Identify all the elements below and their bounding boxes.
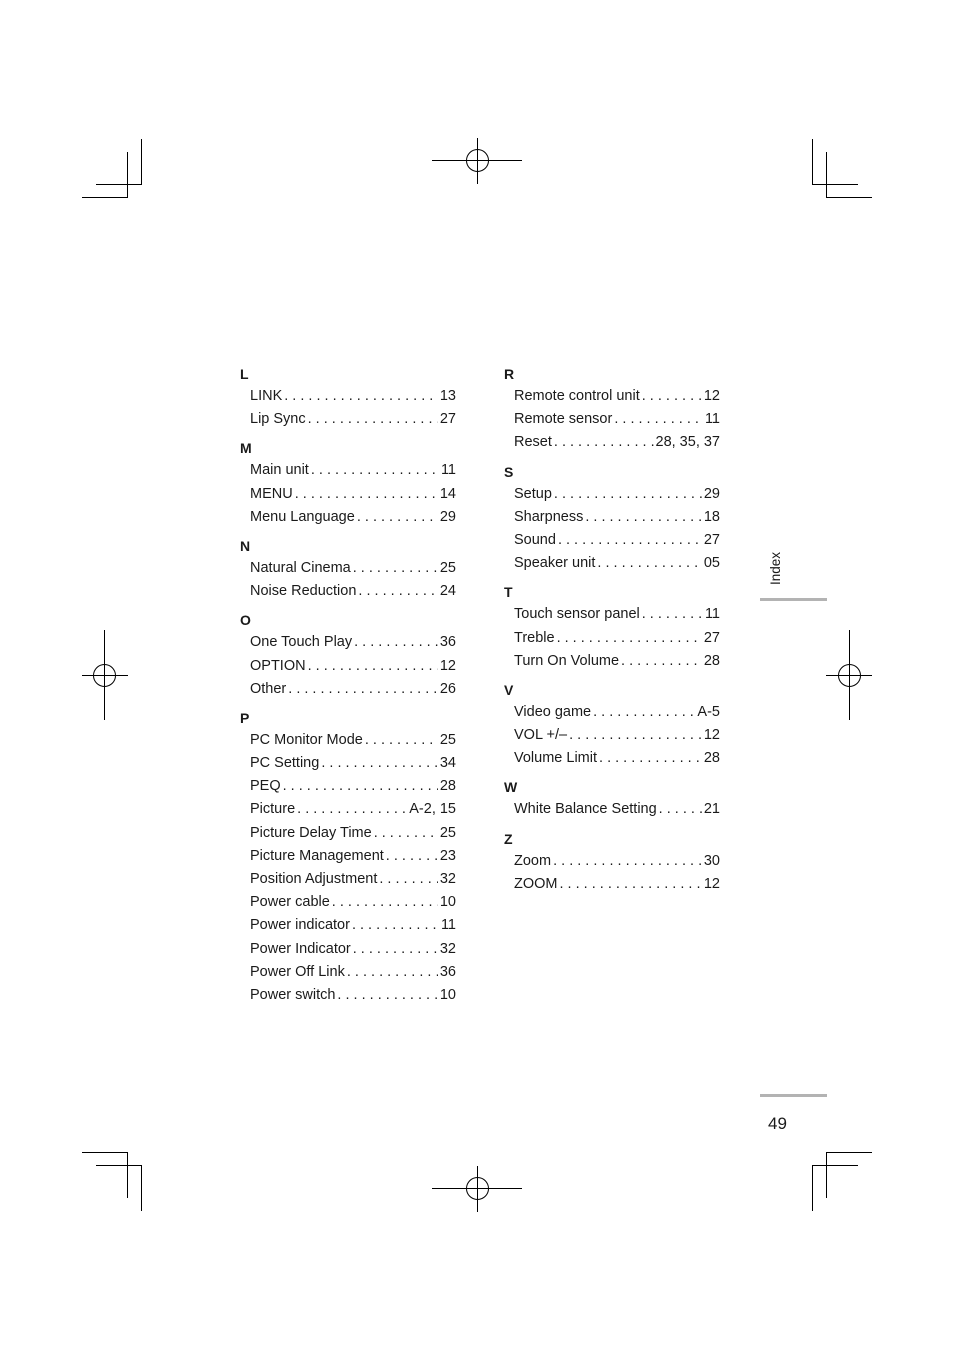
index-entry [240, 961, 456, 984]
dot-leader [288, 678, 438, 701]
dot-leader [353, 938, 438, 961]
dot-leader [337, 984, 437, 1007]
dot-leader [347, 961, 438, 984]
index-letter-heading: N [240, 537, 251, 554]
page-number: 49 [768, 1114, 787, 1133]
dot-leader [358, 580, 437, 603]
index-entry [240, 557, 456, 580]
index-page-ref: 24 [439, 583, 456, 600]
index-page-ref: 36 [439, 634, 456, 651]
index-term: Menu Language [250, 508, 355, 525]
dot-leader [621, 650, 702, 673]
index-term: Remote sensor [514, 411, 613, 428]
index-term: Volume Limit [514, 750, 598, 767]
dot-leader [357, 506, 438, 529]
index-entry [504, 627, 720, 650]
index-entry [240, 891, 456, 914]
index-section-t [504, 582, 720, 673]
index-page-ref: 23 [439, 847, 456, 864]
index-page-ref: A-2, 15 [409, 801, 456, 818]
dot-leader [308, 408, 438, 431]
dot-leader [311, 459, 439, 482]
index-page-ref: 28 [703, 652, 720, 669]
index-letter-heading: W [504, 779, 518, 796]
index-page-ref: 18 [703, 508, 720, 525]
index-page-ref: 05 [703, 555, 720, 572]
page-number-divider [760, 1094, 827, 1097]
index-term: Natural Cinema [250, 559, 351, 576]
index-term: Picture [250, 801, 296, 818]
index-term: Setup [514, 485, 552, 502]
index-page-ref: 26 [439, 680, 456, 697]
index-term: One Touch Play [250, 634, 353, 651]
index-term: Touch sensor panel [514, 606, 640, 623]
dot-leader [557, 627, 702, 650]
index-entry [240, 729, 456, 752]
index-entry [240, 752, 456, 775]
section-tab-label: Index [768, 551, 784, 585]
index-section-w [504, 777, 720, 821]
dot-leader [374, 822, 438, 845]
index-section-r [504, 364, 720, 455]
dot-leader [353, 557, 438, 580]
dot-leader [283, 775, 438, 798]
index-term: Power switch [250, 986, 336, 1003]
index-page-ref: 11 [704, 606, 720, 623]
dot-leader [365, 729, 438, 752]
index-letter-heading: V [504, 681, 514, 698]
index-page-ref: 29 [703, 485, 720, 502]
dot-leader [332, 891, 438, 914]
index-term: PC Monitor Mode [250, 731, 363, 748]
index-page-ref: 13 [439, 388, 456, 404]
dot-leader [295, 483, 438, 506]
index-section-z [504, 829, 720, 896]
dot-leader [553, 850, 702, 873]
index-letter-heading: Z [504, 830, 513, 847]
dot-leader [593, 701, 695, 724]
index-letter-heading: L [240, 366, 249, 382]
index-term: Speaker unit [514, 555, 596, 572]
index-entry [504, 529, 720, 552]
index-page-ref: 28 [439, 778, 456, 795]
dot-leader [352, 914, 439, 937]
index-term: Treble [514, 629, 555, 646]
index-page-ref: 10 [439, 894, 456, 911]
index-entry [240, 938, 456, 961]
index-term: Zoom [514, 852, 552, 869]
index-entry [504, 650, 720, 673]
index-entry [240, 868, 456, 891]
index-entry [504, 798, 720, 821]
dot-leader [321, 752, 438, 775]
index-term: Power Off Link [250, 963, 345, 980]
index-page-ref: 25 [439, 824, 456, 841]
index-entry [504, 552, 720, 575]
index-term: Sound [514, 531, 556, 548]
index-term: PEQ [250, 778, 281, 795]
index-entry [504, 385, 720, 408]
dot-leader [308, 655, 438, 678]
index-letter-heading: O [240, 612, 251, 629]
index-entry [504, 850, 720, 873]
index-page-ref: 30 [703, 852, 720, 869]
index-letter-heading: T [504, 584, 513, 601]
index-entry [504, 873, 720, 896]
section-tab-divider-top [760, 598, 827, 601]
dot-leader [386, 845, 438, 868]
index-page-ref: 12 [703, 875, 720, 892]
index-term: OPTION [250, 657, 306, 674]
section-tab [756, 546, 796, 590]
index-page-ref: 11 [704, 411, 720, 428]
index-entry [240, 631, 456, 654]
index-page-ref: 14 [439, 485, 456, 502]
dot-leader [560, 873, 702, 896]
index-section-l [240, 364, 456, 431]
index-entry [240, 655, 456, 678]
index-term: Remote control unit [514, 388, 640, 404]
index-entry [240, 483, 456, 506]
index-entry [504, 431, 720, 454]
index-page-ref: 12 [703, 388, 720, 404]
index-entry [240, 914, 456, 937]
index-term: Other [250, 680, 287, 697]
dot-leader [659, 798, 702, 821]
index-term: Reset [514, 434, 552, 451]
index-section-s [504, 462, 720, 576]
index-term: Noise Reduction [250, 583, 357, 600]
dot-leader [297, 798, 407, 821]
index-entry [504, 603, 720, 626]
index-section-o [240, 610, 456, 701]
dot-leader [569, 724, 702, 747]
dot-leader [379, 868, 438, 891]
index-entry [504, 506, 720, 529]
index-term: Power cable [250, 894, 330, 911]
index-page-ref: 32 [439, 871, 456, 887]
dot-leader [354, 631, 438, 654]
dot-leader [554, 483, 702, 506]
index-entry [240, 845, 456, 868]
index-term: Lip Sync [250, 411, 306, 428]
index-entry [504, 483, 720, 506]
index-page-ref: 11 [440, 917, 456, 934]
index-page-ref: 28 [703, 750, 720, 767]
index-page-ref: 25 [439, 731, 456, 748]
index-entry [240, 775, 456, 798]
index-entry [240, 822, 456, 845]
index-term: PC Setting [250, 755, 320, 772]
index-entry [504, 724, 720, 747]
index-entry [240, 678, 456, 701]
index-page-ref: 21 [703, 801, 720, 818]
index-column-left [240, 364, 456, 1014]
index-page-ref: 12 [703, 727, 720, 744]
index-page-ref: 36 [439, 963, 456, 980]
index-section-p [240, 708, 456, 1007]
index-term: Turn On Volume [514, 652, 620, 669]
index-term: VOL +/– [514, 727, 568, 744]
index-section-m [240, 438, 456, 529]
index-page-ref: 27 [703, 629, 720, 646]
index-term: Picture Delay Time [250, 824, 372, 841]
index-entry [504, 701, 720, 724]
index-column-right [504, 364, 720, 903]
dot-leader [642, 603, 703, 626]
dot-leader [599, 747, 702, 770]
index-page-ref: 25 [439, 559, 456, 576]
index-entry [240, 459, 456, 482]
index-entry [240, 984, 456, 1007]
index-page-ref: 11 [440, 462, 456, 479]
index-entry [240, 506, 456, 529]
index-page-ref: 27 [703, 531, 720, 548]
index-term: LINK [250, 388, 283, 404]
dot-leader [585, 506, 702, 529]
index-letter-heading: M [240, 440, 252, 457]
index-entry [240, 408, 456, 431]
index-term: Video game [514, 703, 592, 720]
dot-leader [614, 408, 703, 431]
index-letter-heading: P [240, 709, 250, 726]
index-term: Main unit [250, 462, 309, 479]
index-page-ref: 32 [439, 940, 456, 957]
dot-leader [284, 385, 438, 408]
index-entry [240, 580, 456, 603]
dot-leader [597, 552, 701, 575]
index-page-ref: A-5 [697, 703, 720, 720]
index-term: MENU [250, 485, 293, 502]
index-page-ref: 27 [439, 411, 456, 428]
index-page-ref: 34 [439, 755, 456, 772]
index-entry [504, 747, 720, 770]
index-term: Power indicator [250, 917, 350, 934]
dot-leader [554, 431, 654, 454]
index-page-ref: 28, 35, 37 [655, 434, 720, 451]
index-section-v [504, 680, 720, 771]
index-term: Power Indicator [250, 940, 351, 957]
index-section-n [240, 536, 456, 603]
dot-leader [642, 385, 702, 408]
index-entry [240, 798, 456, 821]
index-term: White Balance Setting [514, 801, 657, 818]
index-term: Position Adjustment [250, 871, 378, 887]
index-term: Picture Management [250, 847, 384, 864]
index-term: ZOOM [514, 875, 558, 892]
dot-leader [558, 529, 702, 552]
index-entry [504, 408, 720, 431]
index-letter-heading: R [504, 366, 515, 382]
index-page-ref: 12 [439, 657, 456, 674]
index-entry [240, 385, 456, 408]
index-page-ref: 10 [439, 986, 456, 1003]
index-term: Sharpness [514, 508, 584, 525]
index-letter-heading: S [504, 463, 514, 480]
index-page-ref: 29 [439, 508, 456, 525]
